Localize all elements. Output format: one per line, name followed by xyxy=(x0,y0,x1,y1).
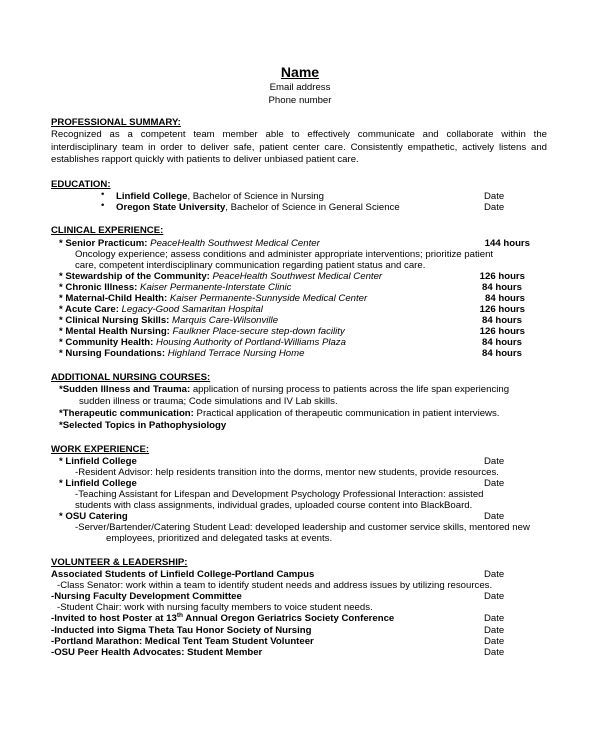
email-address: Email address xyxy=(269,82,331,93)
summary-line: interdisciplinary team in order to deliver safe, patient center care. Consistently empathetic, actively listens and xyxy=(51,142,547,153)
clinical-item: * Nursing Foundations: Highland Terrace Nursing Home xyxy=(59,348,305,359)
summary-line: Recognized as a competent team member able to effectively communicate and collaborate within the xyxy=(51,129,547,140)
clinical-hours: 126 hours xyxy=(479,326,525,337)
school-name: Oregon State University xyxy=(116,202,226,213)
clinical-desc: care, competent interdisciplinary communication regarding patient status and care. xyxy=(75,260,426,271)
bullet: • xyxy=(101,200,105,211)
work-desc: -Resident Advisor: help residents transition into the dorms, mentor new students, provide resources. xyxy=(75,467,499,478)
clinical-hours: 84 hours xyxy=(485,293,525,304)
clinical-item: * Maternal-Child Health: Kaiser Permanente-Sunnyside Medical Center xyxy=(59,293,368,304)
education-item xyxy=(116,202,400,213)
course-desc: sudden illness or trauma; Code simulations and IV Lab skills. xyxy=(79,396,338,407)
volunteer-date: Date xyxy=(484,591,505,602)
course-item: *Therapeutic communication: Practical application of therapeutic communication in patient interviews. xyxy=(59,408,500,419)
work-desc: -Server/Bartender/Catering Student Lead: developed leadership and customer service skills, mentored new xyxy=(75,522,530,533)
volunteer-title: -Invited to host Poster at 13th Annual Oregon Geriatrics Society Conference xyxy=(51,611,395,624)
education-item xyxy=(116,191,324,202)
clinical-hours: 126 hours xyxy=(479,304,525,315)
work-title: * OSU Catering xyxy=(59,511,128,522)
resume-name: Name xyxy=(280,64,320,80)
course-item: *Sudden Illness and Trauma: application of nursing process to patients across the life span experiencing xyxy=(59,384,510,395)
clinical-hours: 84 hours xyxy=(482,282,522,293)
volunteer-title: -Portland Marathon: Medical Tent Team Student Volunteer xyxy=(51,636,314,647)
clinical-hours: 84 hours xyxy=(482,337,522,348)
volunteer-desc: -Student Chair: work with nursing faculty members to voice student needs. xyxy=(57,602,373,613)
clinical-item: * Acute Care: Legacy-Good Samaritan Hospital xyxy=(59,304,263,315)
volunteer-desc: -Class Senator: work within a team to identify student needs and address issues by utilizing resources. xyxy=(57,580,493,591)
volunteer-title: -Nursing Faculty Development Committee xyxy=(51,591,242,602)
work-title: * Linfield College xyxy=(59,456,137,467)
school-name: Linfield College xyxy=(116,191,188,202)
work-date: Date xyxy=(484,456,505,467)
clinical-item: * Community Health: Housing Authority of Portland-Williams Plaza xyxy=(59,337,346,348)
volunteer-date: Date xyxy=(484,569,505,580)
volunteer-date: Date xyxy=(484,613,505,624)
clinical-desc: Oncology experience; assess conditions and administer appropriate interventions; prioritize patient xyxy=(75,249,494,260)
summary-heading: PROFESSIONAL SUMMARY: xyxy=(51,117,181,128)
education-date: Date xyxy=(484,191,505,202)
clinical-item: * Mental Health Nursing: Faulkner Place-secure step-down facility xyxy=(59,326,345,337)
volunteer-date: Date xyxy=(484,647,505,658)
education-date: Date xyxy=(484,202,505,213)
work-date: Date xyxy=(484,478,505,489)
clinical-item: * Clinical Nursing Skills: Marquis Care-Wilsonville xyxy=(59,315,279,326)
volunteer-title: Associated Students of Linfield College-Portland Campus xyxy=(51,569,315,580)
work-desc: employees, prioritized and delegated tasks at events. xyxy=(106,533,333,544)
volunteer-title: -OSU Peer Health Advocates: Student Member xyxy=(51,647,263,658)
volunteer-date: Date xyxy=(484,625,505,636)
courses-heading: ADDITIONAL NURSING COURSES: xyxy=(51,372,211,383)
degree: , Bachelor of Science in General Science xyxy=(225,202,400,213)
clinical-hours: 84 hours xyxy=(482,315,522,326)
work-desc: students with class assignments, individual grades, uploaded course content into BlackBoard. xyxy=(75,500,473,511)
bullet: • xyxy=(101,189,105,200)
work-desc: -Teaching Assistant for Lifespan and Development Psychology Professional Interaction: assisted xyxy=(75,489,484,500)
clinical-hours: 126 hours xyxy=(479,271,525,282)
volunteer-date: Date xyxy=(484,636,505,647)
clinical-item: * Stewardship of the Community: PeaceHealth Southwest Medical Center xyxy=(59,271,383,282)
work-date: Date xyxy=(484,511,505,522)
education-heading: EDUCATION: xyxy=(51,179,111,190)
work-title: * Linfield College xyxy=(59,478,137,489)
work-heading: WORK EXPERIENCE: xyxy=(51,444,150,455)
phone-number: Phone number xyxy=(268,95,332,106)
volunteer-heading: VOLUNTEER & LEADERSHIP: xyxy=(51,557,188,568)
course-item: *Selected Topics in Pathophysiology xyxy=(59,420,227,431)
clinical-item: * Senior Practicum: PeaceHealth Southwest Medical Center xyxy=(59,238,320,249)
clinical-heading: CLINICAL EXPERIENCE: xyxy=(51,225,164,236)
clinical-hours: 144 hours xyxy=(484,238,530,249)
volunteer-title: -Inducted into Sigma Theta Tau Honor Society of Nursing xyxy=(51,625,312,636)
summary-line: establishes rapport quickly with patients to deliver unbiased patient care. xyxy=(51,154,359,165)
degree: , Bachelor of Science in Nursing xyxy=(187,191,324,202)
clinical-hours: 84 hours xyxy=(482,348,522,359)
clinical-item: * Chronic Illness: Kaiser Permanente-Interstate Clinic xyxy=(59,282,292,293)
